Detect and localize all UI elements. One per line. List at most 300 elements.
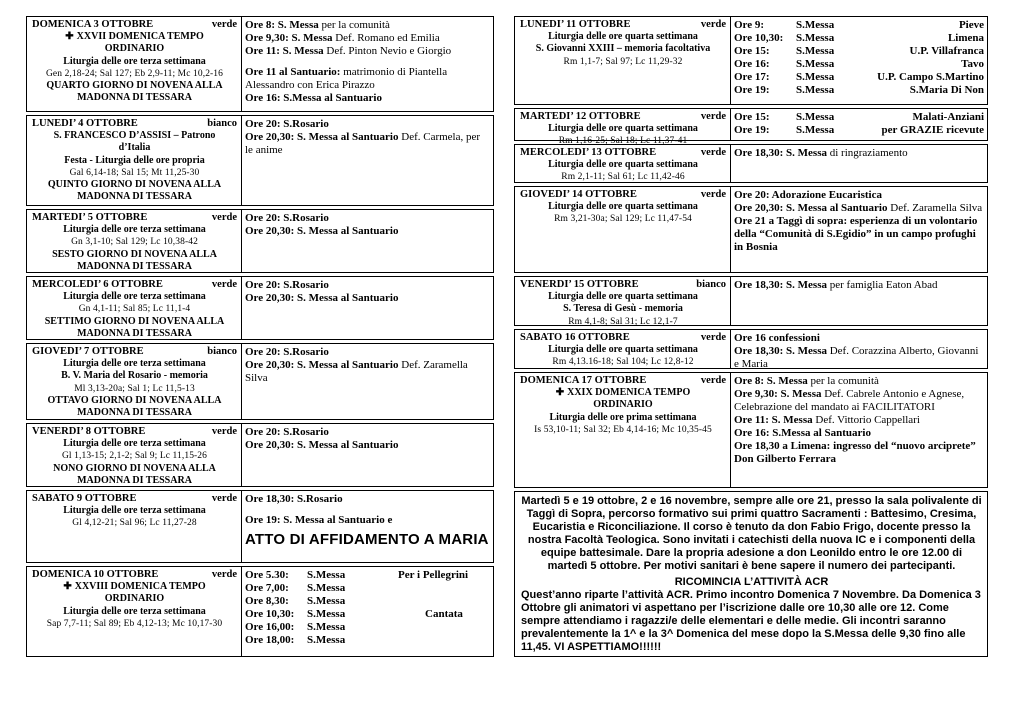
mass <box>796 111 844 124</box>
readings: Rm 2,1-11; Sal 61; Lc 11,42-46 <box>561 172 685 183</box>
event-time: Ore 18,30: S. Messa <box>734 345 827 357</box>
event-line <box>245 359 490 385</box>
event-detail: Def. Zaramella Silva <box>245 359 468 384</box>
event-line <box>245 439 490 452</box>
novena-line: MADONNA DI TESSARA <box>77 474 192 486</box>
memoria: S. Teresa di Gesù - memoria <box>563 303 683 315</box>
day-row <box>514 16 988 105</box>
schedule-line <box>734 32 984 45</box>
feast-name <box>32 142 237 154</box>
liturgy-hours: Liturgia delle ore quarta settimana <box>548 159 698 171</box>
day-title-line <box>32 569 237 581</box>
feast-line: XXVII DOMENICA TEMPO <box>76 31 204 43</box>
event-time: Ore 18,30: S. Messa <box>734 147 827 159</box>
left-column <box>26 16 494 660</box>
events-cell <box>242 17 493 111</box>
feast-line: ORDINARIO <box>104 593 165 605</box>
liturgical-color: bianco <box>696 279 726 290</box>
feast-line: ORDINARIO <box>104 43 165 55</box>
event-line <box>245 279 490 292</box>
events-cell <box>731 17 987 104</box>
day-title-line <box>520 189 726 201</box>
mass-label: S.Messa <box>796 19 835 31</box>
day-title-line <box>520 375 726 387</box>
liturgical-color: verde <box>211 569 237 580</box>
cross-icon: ✚ <box>63 581 72 593</box>
day-header-cell <box>515 373 731 487</box>
liturgical-color: verde <box>700 375 726 386</box>
event-line <box>734 189 984 202</box>
liturgical-color: verde <box>211 279 237 290</box>
event-detail: matrimonio di Piantella Alessandro con Erica Pirazzo <box>245 66 448 91</box>
day-header-cell <box>27 116 242 205</box>
location-note: Malati-Anziani <box>912 111 984 123</box>
location-note: Limena <box>947 32 984 44</box>
schedule-line <box>734 124 984 137</box>
liturgical-color: verde <box>700 332 726 343</box>
event-line <box>734 202 984 215</box>
memoria: S. Giovanni XXIII – memoria facoltativa <box>535 43 711 55</box>
event-detail: Def. Vittorio Cappellari <box>812 414 920 426</box>
day-date: DOMENICA 3 OTTOBRE <box>32 19 154 30</box>
liturgical-color: verde <box>700 147 726 158</box>
time: Ore 8,30: <box>245 595 289 607</box>
events-cell <box>242 491 493 562</box>
readings: Rm 1,1-7; Sal 97; Lc 11,29-32 <box>563 56 683 67</box>
liturgy-hours: Liturgia delle ore quarta settimana <box>548 344 698 356</box>
event-detail: per la comunità <box>807 375 879 387</box>
readings: Sap 7,7-11; Sal 89; Eb 4,12-13; Mc 10,17-30 <box>46 618 223 629</box>
events-cell <box>242 344 493 419</box>
day-row <box>514 186 988 273</box>
day-date: VENERDI’ 15 OTTOBRE <box>520 279 639 290</box>
event-line <box>734 427 984 440</box>
event-line <box>245 118 490 131</box>
schedule-line <box>734 58 984 71</box>
event-line <box>734 414 984 427</box>
location-note: U.P. Villafranca <box>909 45 984 57</box>
event-line <box>734 440 984 466</box>
day-date: DOMENICA 10 OTTOBRE <box>32 569 159 580</box>
event-line <box>734 388 984 401</box>
event-line <box>734 375 984 388</box>
day-header-cell <box>515 277 731 325</box>
mass <box>796 45 844 58</box>
mass-label: S.Messa <box>796 111 835 123</box>
schedule-line <box>734 84 984 97</box>
events-cell <box>242 277 493 339</box>
event-detail: Celebrazione del mandato ai FACILITATORI <box>734 401 935 413</box>
time: Ore 5.30: <box>245 569 289 581</box>
day-row <box>26 16 494 112</box>
schedule-line <box>245 621 490 634</box>
day-row <box>26 490 494 563</box>
day-title-line <box>520 111 726 123</box>
mass-label: S.Messa <box>796 32 835 44</box>
spacer <box>245 506 490 514</box>
day-header-cell <box>515 17 731 104</box>
event-line <box>734 279 984 292</box>
event-time: Ore 21 a Taggì di sopra: esperienza di un volontario della “Comunità di S.Egidio” in un campo profughi in Bosnia <box>734 215 978 253</box>
location-note: per GRAZIE ricevute <box>881 124 984 136</box>
liturgical-color: verde <box>700 19 726 30</box>
feast-line: XXIX DOMENICA TEMPO <box>567 387 691 399</box>
liturgy-hours: Liturgia delle ore quarta settimana <box>548 123 698 135</box>
day-title-line <box>520 279 726 291</box>
mass <box>307 608 398 621</box>
schedule-line <box>245 569 490 582</box>
liturgy-hours: Liturgia delle ore quarta settimana <box>548 291 698 303</box>
feast-name <box>520 387 726 399</box>
day-row <box>26 115 494 206</box>
location-note <box>398 595 490 608</box>
event-detail: Def. Zaramella Silva <box>887 202 983 214</box>
event-time: Ore 20: S.Rosario <box>245 118 329 130</box>
event-time: Ore 20,30: S. Messa al Santuario <box>734 202 888 214</box>
event-line <box>734 147 984 160</box>
event-line <box>245 292 490 305</box>
mass-label: S.Messa <box>307 582 346 594</box>
event-line <box>734 332 984 345</box>
event-line <box>245 131 490 157</box>
day-row <box>26 276 494 340</box>
mass <box>796 71 844 84</box>
novena-line: QUARTO GIORNO DI NOVENA ALLA <box>46 80 223 92</box>
event-time: Ore 20: S.Rosario <box>245 279 329 291</box>
liturgical-color: verde <box>211 493 237 504</box>
notice-box <box>514 491 988 657</box>
day-date: VENERDI’ 8 OTTOBRE <box>32 426 146 437</box>
event-line <box>245 514 490 527</box>
cross-icon: ✚ <box>555 387 565 399</box>
location-note <box>398 621 490 634</box>
mass-label: S.Messa <box>796 58 835 70</box>
events-cell <box>731 277 987 325</box>
mass <box>796 124 844 137</box>
location-note: Per i Pellegrini <box>398 569 469 581</box>
day-header-cell <box>515 330 731 368</box>
event-time: Ore 20: S.Rosario <box>245 212 329 224</box>
day-date: MARTEDI’ 5 OTTOBRE <box>32 212 148 223</box>
schedule-line <box>245 608 490 621</box>
day-date: GIOVEDI’ 7 OTTOBRE <box>32 346 144 357</box>
feast-name <box>32 43 237 55</box>
day-title-line <box>520 19 726 31</box>
event-time: Ore 20: Adorazione Eucaristica <box>734 189 882 201</box>
novena-line: OTTAVO GIORNO DI NOVENA ALLA <box>47 394 222 406</box>
event-detail: Def. Corazzina Alberto, Giovanni e Maria <box>734 345 979 370</box>
time: Ore 15: <box>734 45 770 57</box>
day-date: LUNEDI’ 11 OTTOBRE <box>520 19 631 30</box>
novena-line: MADONNA DI TESSARA <box>77 327 192 339</box>
liturgical-color: verde <box>211 212 237 223</box>
location-note: Pieve <box>958 19 984 31</box>
event-time: Ore 11: S. Messa <box>245 45 324 57</box>
events-cell <box>731 330 987 368</box>
mass <box>307 582 398 595</box>
feast-name <box>520 399 726 411</box>
feast-name <box>32 581 237 593</box>
novena-line: MADONNA DI TESSARA <box>77 191 192 203</box>
event-detail: per la comunità <box>318 19 390 31</box>
mass-label: S.Messa <box>307 595 346 607</box>
liturgy-hours: Liturgia delle ore quarta settimana <box>548 201 698 213</box>
day-header-cell <box>515 109 731 147</box>
location-note <box>398 634 490 647</box>
liturgy-hours: Liturgia delle ore terza settimana <box>63 224 206 236</box>
events-cell <box>242 116 493 205</box>
event-time: Ore 11: S. Messa <box>734 414 813 426</box>
liturgical-color: verde <box>211 426 237 437</box>
memoria: B. V. Maria del Rosario - memoria <box>61 370 208 382</box>
location-note: Tavo <box>961 58 984 70</box>
event-line <box>245 426 490 439</box>
mass-label: S.Messa <box>796 84 835 96</box>
event-line <box>245 212 490 225</box>
day-row <box>26 343 494 420</box>
liturgy-hours: Festa - Liturgia delle ore propria <box>64 154 205 166</box>
event-line <box>245 45 490 58</box>
day-row <box>514 144 988 183</box>
event-line <box>245 493 490 506</box>
day-title-line <box>32 118 237 130</box>
event-time: Ore 20,30: S. Messa al Santuario <box>245 359 399 371</box>
mass <box>796 84 844 97</box>
events-cell <box>242 567 493 656</box>
highlight-title: ATTO DI AFFIDAMENTO A MARIA <box>245 531 489 548</box>
notice-acr-text: Quest’anno riparte l’attività ACR. Primo incontro Domenica 7 Novembre. Da Domenica 3 Ottobre gli animatori vi aspettano per l’iscrizione dalle ore 10,30 alle ore 12. Come sempre attendiamo i ragazzi/e delle elementari e delle medie. Gli incontri saranno prevalentemente la 1^ e la 3^ Domenica del mese dopo la S.Messa delle 9,30 fino alle 11,45. VI ASPETTIAMO!!!!!! <box>521 588 981 654</box>
liturgy-hours: Liturgia delle ore quarta settimana <box>548 31 698 43</box>
mass <box>796 32 844 45</box>
liturgical-color: verde <box>700 111 726 122</box>
mass <box>307 621 398 634</box>
events-cell <box>242 424 493 486</box>
feast-name <box>32 31 237 43</box>
schedule-line <box>734 19 984 32</box>
day-header-cell <box>515 187 731 272</box>
day-title-line <box>32 279 237 291</box>
time: Ore 10,30: <box>245 608 295 620</box>
day-row <box>514 372 988 488</box>
mass-label: S.Messa <box>796 45 835 57</box>
events-cell <box>242 210 493 272</box>
mass-label: S.Messa <box>307 608 346 620</box>
event-time: Ore 20,30: S. Messa al Santuario <box>245 439 399 451</box>
time: Ore 16,00: <box>245 621 295 633</box>
day-header-cell <box>515 145 731 182</box>
schedule-line <box>734 111 984 124</box>
day-row <box>514 108 988 147</box>
event-time: Ore 9,30: S. Messa <box>245 32 333 44</box>
readings: Gal 6,14-18; Sal 15; Mt 11,25-30 <box>69 167 200 178</box>
readings: Gn 3,1-10; Sal 129; Lc 10,38-42 <box>71 237 198 248</box>
notice-acr-heading: RICOMINCIA L’ATTIVITÀ ACR <box>674 575 829 588</box>
mass <box>307 634 398 647</box>
day-title-line <box>32 212 237 224</box>
event-time: Ore 18,30: S.Rosario <box>245 493 343 505</box>
event-line <box>245 32 490 45</box>
time: Ore 18,00: <box>245 634 295 646</box>
event-time: Ore 20: S.Rosario <box>245 346 329 358</box>
location-note: Cantata <box>425 608 463 620</box>
schedule-line <box>734 45 984 58</box>
readings: Rm 3,21-30a; Sal 129; Lc 11,47-54 <box>554 214 692 225</box>
event-detail: Def. Pinton Nevio e Giorgio <box>323 45 452 57</box>
readings: Gl 4,12-21; Sal 96; Lc 11,27-28 <box>72 518 197 529</box>
event-time: Ore 19: S. Messa al Santuario e <box>245 514 393 526</box>
event-time: Ore 18,30: S. Messa <box>734 279 827 291</box>
event-time: Ore 20: S.Rosario <box>245 426 329 438</box>
events-cell <box>731 373 987 487</box>
event-time: Ore 18,30 a Limena: ingresso del “nuovo arciprete” Don Gilberto Ferrara <box>734 440 976 465</box>
day-date: LUNEDI’ 4 OTTOBRE <box>32 118 138 129</box>
liturgy-hours: Liturgia delle ore terza settimana <box>63 358 206 370</box>
events-cell <box>731 145 987 182</box>
time: Ore 9: <box>734 19 765 31</box>
notice-formation-text: Martedì 5 e 19 ottobre, 2 e 16 novembre, sempre alle ore 21, presso la sala polivalente di Taggì di Sopra, percorso formativo sui primi quattro Sacramenti : Battesimo, Cresima, Eucaristia e Riconciliazione. Il corso è tenuto da don Fabio Frigo, docente presso la nostra Facoltà Teologica. Sono invitati i catechisti della nuova IC e i componenti della equipe battesimale. Dare la propria adesione a don Leonildo entro le ore 12.00 di martedì 5 ottobre. Per motivi sanitari è bene sapere il numero dei partecipanti. <box>521 495 982 573</box>
novena-line: MADONNA DI TESSARA <box>77 92 192 104</box>
location-note: S.Maria Di Non <box>909 84 984 96</box>
day-date: GIOVEDI’ 14 OTTOBRE <box>520 189 637 200</box>
time: Ore 15: <box>734 111 770 123</box>
novena-line: SESTO GIORNO DI NOVENA ALLA <box>52 248 217 260</box>
event-line <box>734 401 984 414</box>
liturgical-color: bianco <box>207 118 237 129</box>
liturgical-color: verde <box>211 19 237 30</box>
schedule-line <box>245 582 490 595</box>
day-header-cell <box>27 277 242 339</box>
time: Ore 17: <box>734 71 770 83</box>
liturgy-hours: Liturgia delle ore terza settimana <box>63 505 206 517</box>
mass-label: S.Messa <box>307 634 346 646</box>
day-date: SABATO 9 OTTOBRE <box>32 493 137 504</box>
feast-name <box>32 130 237 142</box>
readings: Gn 4,1-11; Sal 85; Lc 11,1-4 <box>78 304 191 315</box>
cross-icon: ✚ <box>65 31 74 43</box>
day-title-line <box>32 346 237 358</box>
day-header-cell <box>27 17 242 111</box>
feast-line: S. FRANCESCO D’ASSISI – Patrono <box>53 130 216 142</box>
time: Ore 7,00: <box>245 582 289 594</box>
time: Ore 19: <box>734 124 770 136</box>
liturgical-color: bianco <box>207 346 237 357</box>
day-header-cell <box>27 210 242 272</box>
mass-label: S.Messa <box>796 71 835 83</box>
events-cell <box>731 187 987 272</box>
event-time: Ore 8: S. Messa <box>734 375 808 387</box>
event-line <box>734 345 984 371</box>
event-detail: Def. Romano ed Emilia <box>332 32 440 44</box>
day-header-cell <box>27 491 242 562</box>
mass <box>796 19 844 32</box>
schedule-line <box>245 634 490 647</box>
event-time: Ore 11 al Santuario: <box>245 66 341 78</box>
event-detail: Def. Carmela, per le anime <box>245 131 481 156</box>
schedule-line <box>734 71 984 84</box>
event-line <box>245 346 490 359</box>
novena-line: MADONNA DI TESSARA <box>77 260 192 272</box>
schedule-line <box>245 595 490 608</box>
readings: Rm 4,13.16-18; Sal 104; Lc 12,8-12 <box>552 357 694 368</box>
liturgy-hours: Liturgia delle ore terza settimana <box>63 605 206 617</box>
liturgical-color: verde <box>700 189 726 200</box>
readings: Gl 1,13-15; 2,1-2; Sal 9; Lc 11,15-26 <box>61 451 208 462</box>
mass <box>307 569 398 582</box>
mass <box>796 58 844 71</box>
event-time: Ore 16: S.Messa al Santuario <box>245 92 382 104</box>
day-header-cell <box>27 344 242 419</box>
event-time: Ore 16: S.Messa al Santuario <box>734 427 871 439</box>
event-detail: di ringraziamento <box>826 147 908 159</box>
event-detail: per famiglia Eaton Abad <box>826 279 938 291</box>
event-line <box>245 225 490 238</box>
event-line <box>734 215 984 254</box>
day-title-line <box>520 147 726 159</box>
day-header-cell <box>27 567 242 656</box>
liturgy-hours: Liturgia delle ore terza settimana <box>63 291 206 303</box>
spacer <box>245 58 490 66</box>
day-row <box>514 276 988 326</box>
readings: Rm 4,1-8; Sal 31; Lc 12,1-7 <box>568 316 678 327</box>
feast-line: ORDINARIO <box>593 399 653 411</box>
feast-line: XXVIII DOMENICA TEMPO <box>74 581 206 593</box>
readings: Is 53,10-11; Sal 32; Eb 4,14-16; Mc 10,35-45 <box>534 424 712 435</box>
day-title-line <box>520 332 726 344</box>
day-row <box>514 329 988 369</box>
day-row <box>26 423 494 487</box>
day-header-cell <box>27 424 242 486</box>
mass <box>307 595 398 608</box>
novena-line: QUINTO GIORNO DI NOVENA ALLA <box>47 179 222 191</box>
event-time: Ore 20,30: S. Messa al Santuario <box>245 225 399 237</box>
novena-line: NONO GIORNO DI NOVENA ALLA <box>53 462 216 474</box>
mass-label: S.Messa <box>796 124 835 136</box>
day-title-line <box>32 493 237 505</box>
liturgy-hours: Liturgia delle ore terza settimana <box>63 438 206 450</box>
event-time: Ore 9,30: S. Messa <box>734 388 822 400</box>
feast-name <box>32 593 237 605</box>
event-line <box>245 92 490 105</box>
right-schedule <box>514 16 988 488</box>
time: Ore 19: <box>734 84 770 96</box>
event-line <box>245 19 490 32</box>
location-note: U.P. Campo S.Martino <box>877 71 984 83</box>
novena-line: SETTIMO GIORNO DI NOVENA ALLA <box>44 315 225 327</box>
event-time: Ore 16 confessioni <box>734 332 820 344</box>
mass-label: S.Messa <box>307 569 346 581</box>
event-time: Ore 20,30: S. Messa al Santuario <box>245 131 399 143</box>
day-title-line <box>32 19 237 31</box>
day-date: MERCOLEDI’ 13 OTTOBRE <box>520 147 657 158</box>
day-row <box>26 209 494 273</box>
liturgy-hours: Liturgia delle ore terza settimana <box>63 55 206 67</box>
day-date: MERCOLEDI’ 6 OTTOBRE <box>32 279 163 290</box>
day-date: MARTEDI’ 12 OTTOBRE <box>520 111 641 122</box>
time: Ore 16: <box>734 58 770 70</box>
day-title-line <box>32 426 237 438</box>
event-time: Ore 20,30: S. Messa al Santuario <box>245 292 399 304</box>
day-date: DOMENICA 17 OTTOBRE <box>520 375 647 386</box>
day-row <box>26 566 494 657</box>
readings: Gen 2,18-24; Sal 127; Eb 2,9-11; Mc 10,2-16 <box>45 68 224 79</box>
day-date: SABATO 16 OTTOBRE <box>520 332 630 343</box>
readings: Rm 1,16-25; Sal 18; Lc 11,37-41 <box>558 136 688 147</box>
novena-line: MADONNA DI TESSARA <box>77 407 192 419</box>
time: Ore 10,30: <box>734 32 784 44</box>
readings: Ml 3,13-20a; Sal 1; Lc 11,5-13 <box>74 383 195 394</box>
location-note <box>398 582 490 595</box>
liturgy-hours: Liturgia delle ore prima settimana <box>549 411 697 423</box>
